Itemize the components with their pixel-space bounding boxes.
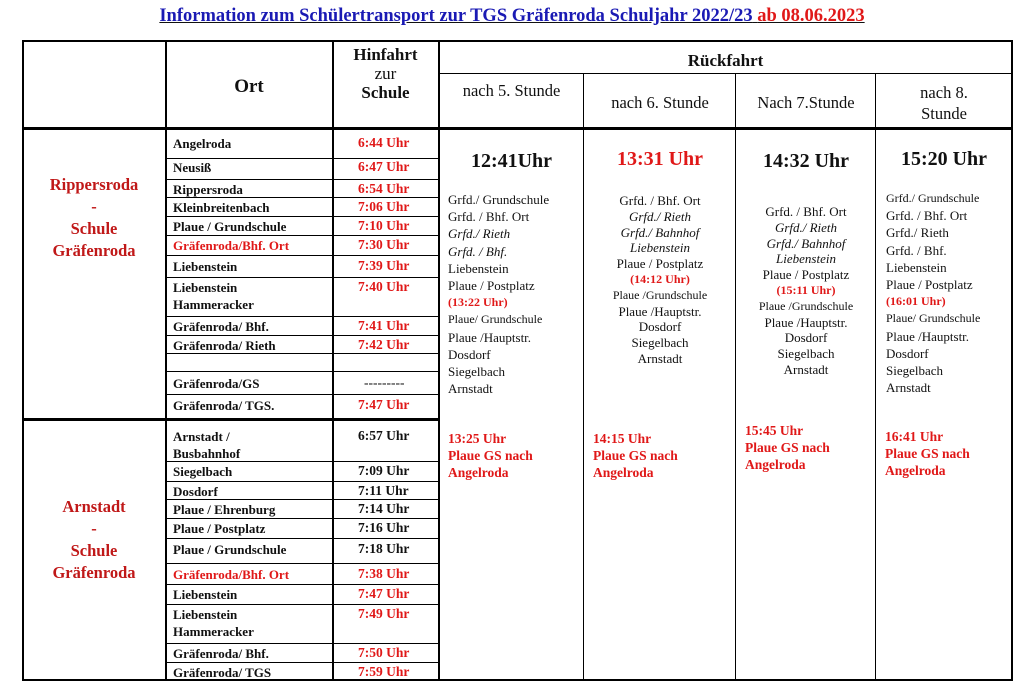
arnstadt-stop-time: 7:11 Uhr <box>358 483 409 498</box>
rippersroda-stop-time: --------- <box>364 375 405 390</box>
return-stop: Plaue / Postplatz <box>886 277 973 292</box>
return-time: 14:32 Uhr <box>762 150 850 172</box>
return-stop: Grfd. / Bhf. Ort <box>765 204 847 219</box>
return-stop: Grfd./ Rieth <box>628 208 692 224</box>
return-stop: (13:22 Uhr) <box>448 295 508 310</box>
return-stop: Arnstadt <box>637 351 683 366</box>
rippersroda-stop-time: 7:41 Uhr <box>358 318 410 333</box>
arnstadt-stop-name: Plaue / Postplatz <box>173 521 266 536</box>
return-stop: Plaue/ Grundschule <box>448 312 543 327</box>
grid-line <box>166 179 438 180</box>
arnstadt-stop-time: 7:14 Uhr <box>358 501 410 516</box>
arnstadt-stop-name: Liebenstein <box>173 587 238 602</box>
rippersroda-stop-name: Gräfenroda/GS <box>173 376 260 391</box>
return-stop: Dosdorf <box>784 330 828 346</box>
rippersroda-stop-name: Gräfenroda/ TGS. <box>173 398 275 413</box>
grid-line <box>166 316 438 317</box>
return-stop: Grfd./ Bahnhof <box>620 224 700 240</box>
grid-line <box>166 584 438 585</box>
arnstadt-stop-time: 7:59 Uhr <box>358 664 410 679</box>
arnstadt-stop-name: Plaue / Grundschule <box>173 542 287 557</box>
return-stop: Arnstadt <box>783 362 829 377</box>
return-stop: Arnstadt <box>448 381 493 397</box>
return-stop: Siegelbach <box>448 364 506 379</box>
header-col-6: nach 6. Stunde <box>611 93 709 112</box>
return-stop: Plaue/ Grundschule <box>886 311 981 326</box>
rippersroda-stop-time: 7:06 Uhr <box>358 199 410 214</box>
return-stop: Grfd./ Grundschule <box>448 192 550 207</box>
grid-line <box>166 563 438 564</box>
return-stop: Grfd./ Bahnhof <box>766 235 846 251</box>
rippersroda-stop-name: Angelroda <box>173 136 232 151</box>
return-stop: Plaue /Hauptstr. <box>764 314 848 330</box>
arnstadt-stop-time: 7:38 Uhr <box>358 566 410 581</box>
return-note: 15:45 Uhr Plaue GS nach Angelroda <box>745 423 830 472</box>
return-stop: Grfd. / Bhf. <box>886 242 947 258</box>
return-stop: Plaue /Hauptstr. <box>618 303 702 319</box>
grid-line <box>166 371 438 372</box>
title-date: ab 08.06.2023 <box>757 6 865 26</box>
return-stop: Liebenstein <box>886 259 947 275</box>
grid-line <box>332 41 334 681</box>
return-stop: Grfd. / Bhf. Ort <box>619 193 701 208</box>
return-stop: Dosdorf <box>638 319 682 335</box>
return-note: 16:41 Uhr Plaue GS nach Angelroda <box>885 429 970 478</box>
header-hinfahrt: Hinfahrt zur Schule <box>353 45 418 102</box>
rippersroda-stop-name: Gräfenroda/ Bhf. <box>173 319 269 334</box>
return-stop: Siegelbach <box>886 363 944 378</box>
rippersroda-stop-name: Liebenstein Hammeracker <box>173 280 254 312</box>
rippersroda-stop-name: Rippersroda <box>173 182 243 197</box>
arnstadt-stop-time: 7:18 Uhr <box>358 541 410 556</box>
rippersroda-stop-name: Gräfenroda/Bhf. Ort <box>173 238 290 253</box>
return-stop: Grfd./ Rieth <box>886 225 949 241</box>
header-col-8: nach 8. Stunde <box>920 83 968 123</box>
return-stop: Grfd. / Bhf. Ort <box>886 208 968 224</box>
grid-line <box>439 73 1012 74</box>
grid-line <box>438 41 440 681</box>
grid-line <box>166 216 438 217</box>
return-stop: Arnstadt <box>886 380 931 396</box>
return-stop: Plaue /Hauptstr. <box>886 328 970 344</box>
return-stop: Dosdorf <box>886 345 929 361</box>
return-stop: (15:11 Uhr) <box>776 283 836 297</box>
rippersroda-stop-time: 7:42 Uhr <box>358 337 410 352</box>
return-stop: Dosdorf <box>448 346 491 362</box>
return-stop: Liebenstein <box>448 260 509 276</box>
rippersroda-stop-time: 7:47 Uhr <box>358 397 410 412</box>
arnstadt-stop-name: Siegelbach <box>173 464 233 479</box>
rippersroda-stop-name: Liebenstein <box>173 259 238 274</box>
return-time: 12:41Uhr <box>470 150 553 172</box>
arnstadt-stop-name: Gräfenroda/ Bhf. <box>173 646 269 661</box>
return-note: 14:15 Uhr Plaue GS nach Angelroda <box>593 431 678 480</box>
arnstadt-stop-time: 7:47 Uhr <box>358 586 410 601</box>
grid-line <box>165 41 167 681</box>
return-stop: Liebenstein <box>776 251 836 267</box>
rippersroda-stop-name: Plaue / Grundschule <box>173 219 287 234</box>
return-time: 13:31 Uhr <box>616 148 704 170</box>
arnstadt-stop-name: Plaue / Ehrenburg <box>173 502 276 517</box>
arnstadt-stop-time: 7:50 Uhr <box>358 645 410 660</box>
grid-line <box>166 481 438 482</box>
arnstadt-stop-time: 7:09 Uhr <box>358 463 410 478</box>
return-stop: Plaue / Postplatz <box>448 278 535 293</box>
region-arnstadt: Arnstadt - Schule Gräfenroda <box>52 497 136 582</box>
arnstadt-stop-name: Liebenstein Hammeracker <box>173 607 254 639</box>
return-stop: Grfd. / Bhf. Ort <box>448 209 530 225</box>
return-stop: Grfd./ Rieth <box>774 219 838 235</box>
return-stop: Siegelbach <box>777 346 835 362</box>
arnstadt-stop-name: Gräfenroda/ TGS <box>173 665 272 680</box>
rippersroda-stop-name: Kleinbreitenbach <box>173 200 270 215</box>
grid-line <box>23 418 439 421</box>
header-ort: Ort <box>234 76 264 97</box>
rippersroda-stop-name: Gräfenroda/ Rieth <box>173 338 276 353</box>
grid-line <box>166 518 438 519</box>
return-stop: Plaue /Hauptstr. <box>448 329 532 345</box>
rippersroda-stop-time: 7:40 Uhr <box>358 279 410 294</box>
arnstadt-stop-name: Dosdorf <box>173 484 218 499</box>
grid-line <box>166 335 438 336</box>
grid-line <box>166 255 438 256</box>
return-stop: Siegelbach <box>631 335 689 351</box>
arnstadt-stop-time: 6:57 Uhr <box>358 428 410 443</box>
grid-line <box>166 662 438 663</box>
grid-line <box>166 394 438 395</box>
rippersroda-stop-time: 6:44 Uhr <box>358 135 410 150</box>
header-col-5: nach 5. Stunde <box>462 81 561 100</box>
grid-line <box>166 604 438 605</box>
rippersroda-stop-time: 6:47 Uhr <box>358 159 410 174</box>
rippersroda-stop-name: Neusiß <box>173 160 212 175</box>
rippersroda-stop-time: 7:39 Uhr <box>358 258 410 273</box>
grid-line <box>166 538 438 539</box>
grid-line <box>735 73 736 680</box>
title-main: Information zum Schülertransport zur TGS Gräfenroda Schuljahr 2022/23 <box>159 6 753 26</box>
return-note: 13:25 Uhr Plaue GS nach Angelroda <box>448 431 533 480</box>
return-stop: (14:12 Uhr) <box>630 272 690 286</box>
header-col-7: Nach 7.Stunde <box>757 93 855 112</box>
grid-line <box>166 277 438 278</box>
return-stop: Liebenstein <box>630 240 690 256</box>
page-title <box>0 6 1024 27</box>
rippersroda-stop-time: 7:30 Uhr <box>358 237 410 252</box>
region-rippersroda: Rippersroda - Schule Gräfenroda <box>49 175 139 260</box>
arnstadt-stop-time: 7:16 Uhr <box>358 520 410 535</box>
grid-line <box>875 73 876 680</box>
grid-line <box>166 643 438 644</box>
return-stop: Plaue /Grundschule <box>612 287 708 302</box>
rippersroda-stop-time: 7:10 Uhr <box>358 218 410 233</box>
return-stop: Plaue / Postplatz <box>616 256 704 272</box>
rippersroda-stop-time: 6:54 Uhr <box>358 181 410 196</box>
header-rueckfahrt: Rückfahrt <box>687 51 764 70</box>
arnstadt-stop-name: Arnstadt / Busbahnhof <box>173 429 241 461</box>
return-stop: Grfd. / Bhf. <box>448 243 508 259</box>
return-stop: Plaue / Postplatz <box>762 267 850 283</box>
grid-line <box>23 127 1012 130</box>
arnstadt-stop-time: 7:49 Uhr <box>358 606 410 621</box>
grid-line <box>583 73 584 680</box>
return-stop: Grfd./ Grundschule <box>886 191 980 205</box>
return-stop: Plaue /Grundschule <box>758 298 854 313</box>
return-stop: (16:01 Uhr) <box>886 294 946 309</box>
arnstadt-stop-name: Gräfenroda/Bhf. Ort <box>173 567 290 582</box>
grid-line <box>166 235 438 236</box>
return-stop: Grfd./ Rieth <box>448 226 511 242</box>
return-time: 15:20 Uhr <box>900 148 988 170</box>
